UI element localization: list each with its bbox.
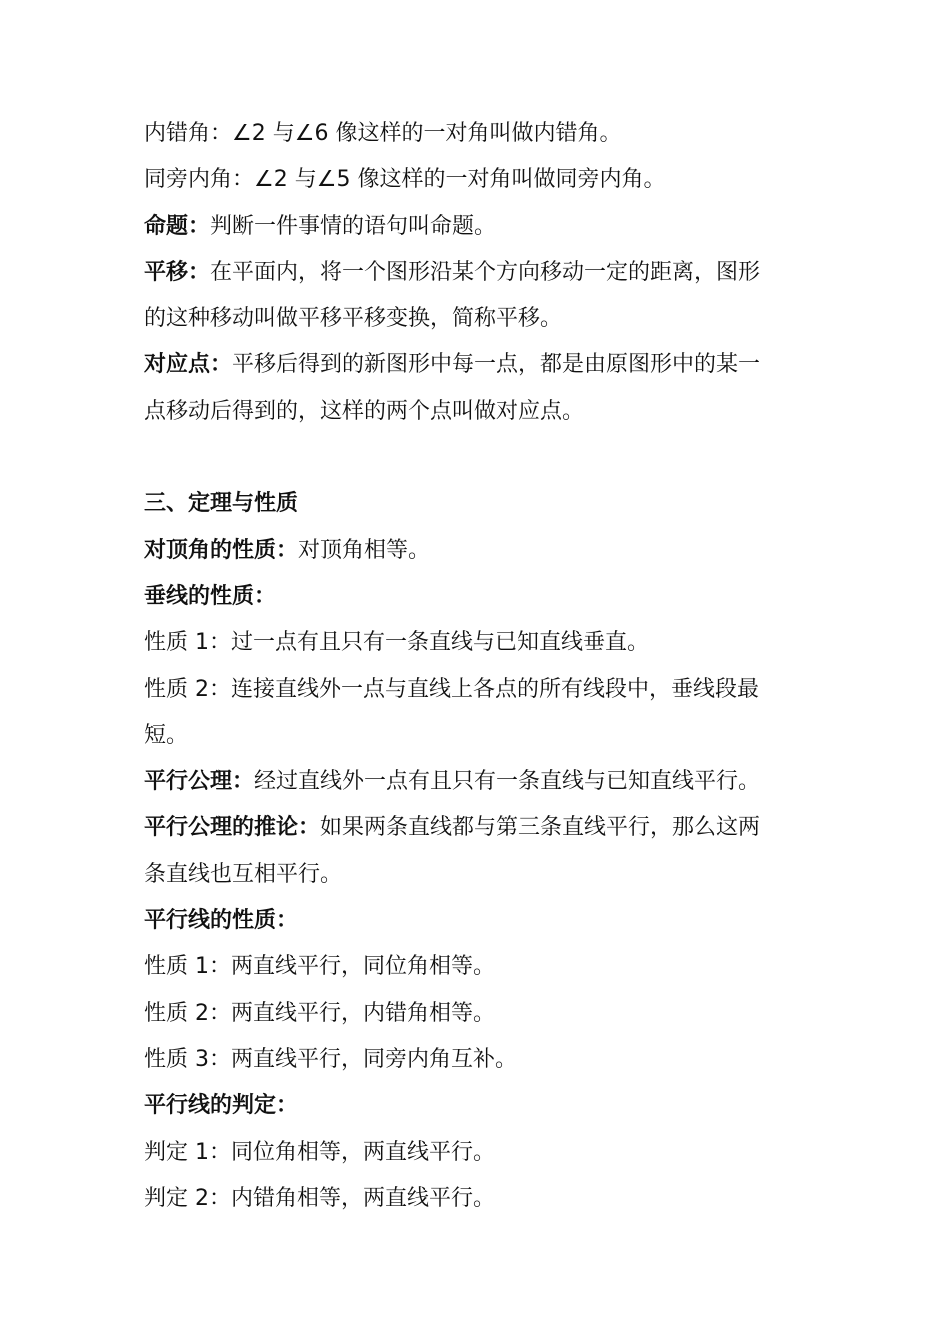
definition-proposition [144, 204, 816, 250]
definition-translation [144, 250, 816, 296]
perpendicular-property-2: 性质 2：连接直线外一点与直线上各点的所有线段中，垂线段最 [144, 676, 759, 702]
definition-text: 在平面内，将一个图形沿某个方向移动一定的距离，图形 [210, 259, 761, 285]
parallel-criterion-1: 判定 1：同位角相等，两直线平行。 [144, 1139, 495, 1165]
definition-text: 点移动后得到的，这样的两个点叫做对应点。 [144, 398, 585, 424]
perpendicular-property-2-continued: 短。 [144, 722, 189, 748]
axiom-text: 经过直线外一点有且只有一条直线与已知直线平行。 [254, 769, 761, 795]
subheading-parallel-properties: 平行线的性质： [144, 908, 299, 934]
definition-text: 判断一件事情的语句叫命题。 [210, 213, 497, 239]
definition-text: 平移后得到的新图形中每一点，都是由原图形中的某一 [232, 352, 761, 378]
section-heading: 三、定理与性质 [144, 491, 299, 517]
definition-text: ∠2 与∠5 像这样的一对角叫做同旁内角。 [254, 167, 666, 193]
perpendicular-property-1: 性质 1：过一点有且只有一条直线与已知直线垂直。 [144, 630, 649, 656]
definition-text: 的这种移动叫做平移平移变换，简称平移。 [144, 306, 563, 332]
subheading-parallel-criteria: 平行线的判定： [144, 1093, 299, 1119]
term-label: 内错角： [144, 121, 233, 146]
term-label: 同旁内角： [144, 167, 255, 193]
corollary-text: 如果两条直线都与第三条直线平行，那么这两 [320, 815, 761, 841]
term-label: 平移： [144, 259, 211, 285]
property-text: 对顶角相等。 [298, 537, 431, 563]
document-page [144, 111, 816, 1222]
term-label: 对顶角的性质： [144, 537, 299, 563]
definition-translation-continued [144, 296, 816, 342]
parallel-property-2: 性质 2：两直线平行，内错角相等。 [144, 1000, 495, 1026]
term-label: 对应点： [144, 352, 233, 378]
term-label: 平行公理： [144, 769, 255, 795]
term-label: 命题： [144, 213, 211, 239]
property-vertical-angles [144, 528, 816, 574]
parallel-property-1: 性质 1：两直线平行，同位角相等。 [144, 954, 495, 980]
definition-text: ∠2 与∠6 像这样的一对角叫做内错角。 [232, 121, 622, 146]
term-label: 平行公理的推论： [144, 815, 321, 841]
subheading-perpendicular-properties: 垂线的性质： [144, 583, 277, 609]
definition-corresponding-point [144, 342, 816, 388]
section-spacer [144, 435, 816, 481]
parallel-axiom-corollary [144, 805, 816, 851]
parallel-criterion-2: 判定 2：内错角相等，两直线平行。 [144, 1185, 495, 1211]
definition-alternate-interior-angles [144, 111, 816, 157]
parallel-axiom-corollary-continued: 条直线也互相平行。 [144, 861, 343, 887]
parallel-property-3: 性质 3：两直线平行，同旁内角互补。 [144, 1046, 517, 1072]
definition-same-side-interior-angles [144, 157, 816, 203]
parallel-axiom [144, 759, 816, 805]
definition-corresponding-point-continued [144, 389, 816, 435]
